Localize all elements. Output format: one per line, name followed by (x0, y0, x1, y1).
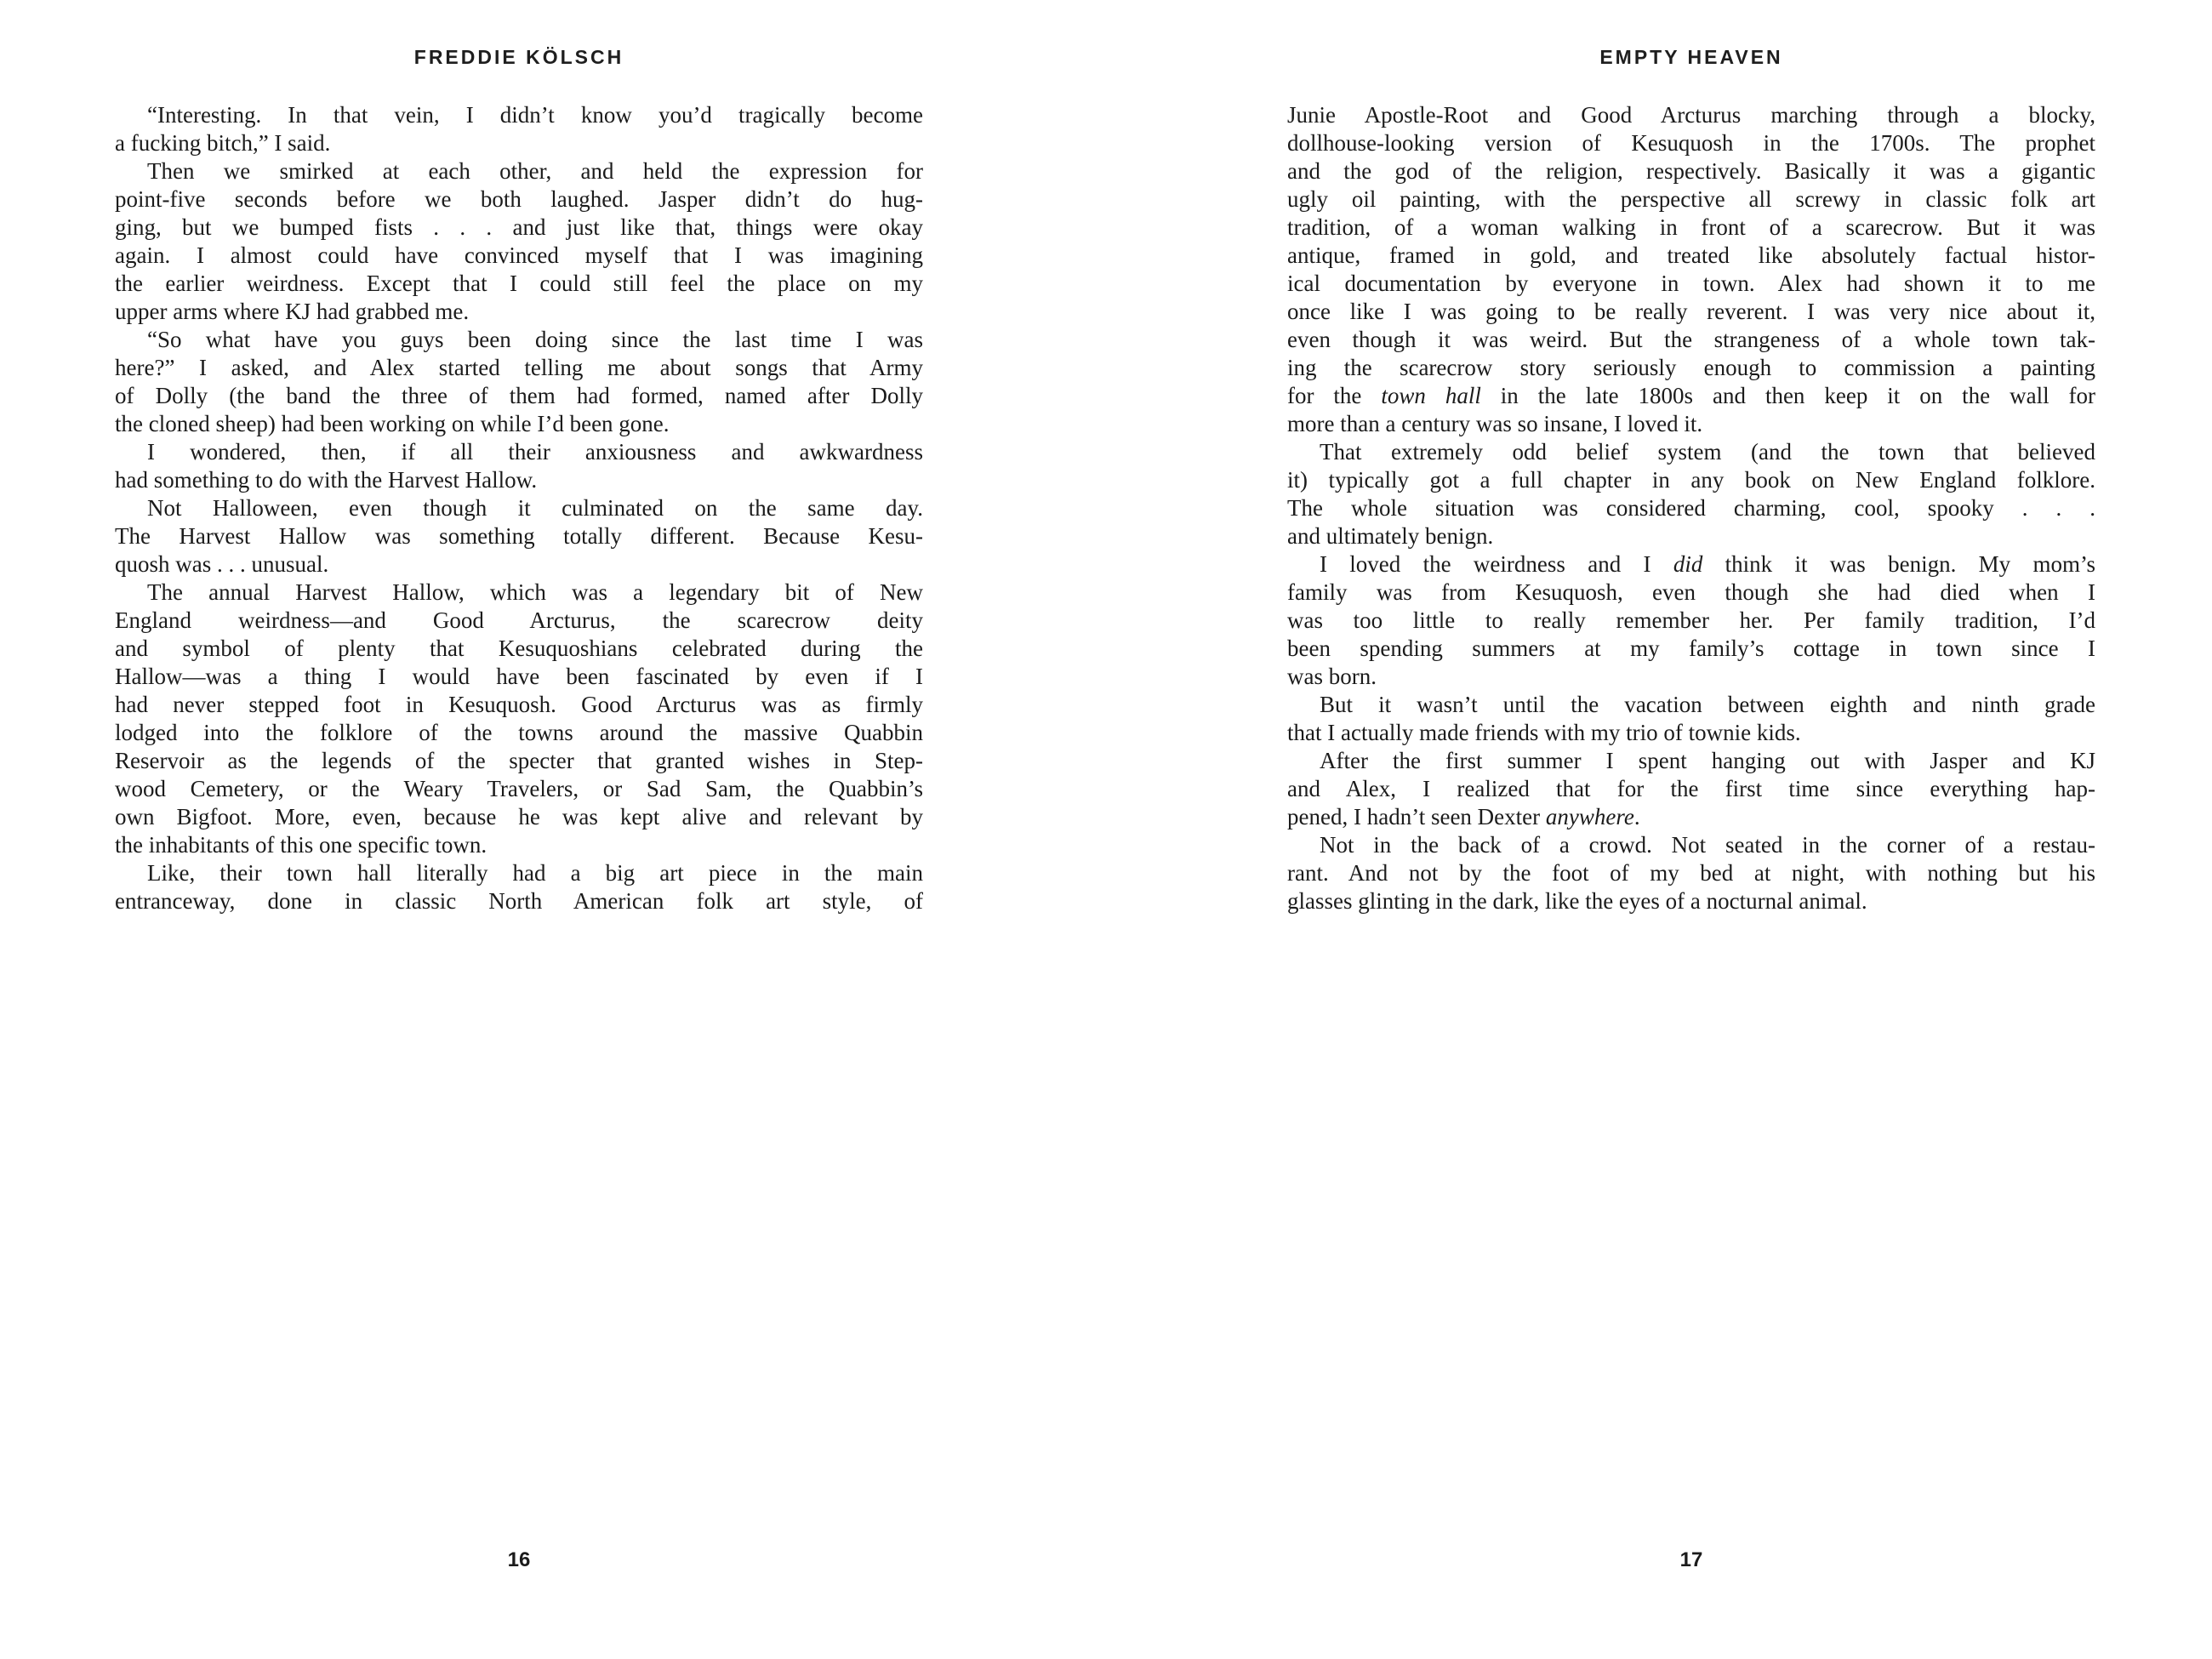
text-line: and ultimately benign. (1287, 523, 1494, 549)
text-line: the cloned sheep) had been working on while I’d been gone. (115, 411, 670, 436)
text-line: I wondered, then, if all their anxiousness and awkwardness (147, 439, 923, 465)
text-line: Like, their town hall literally had a big art piece in the main (147, 860, 923, 886)
text-line: again. I almost could have convinced myself that I was imagining (115, 242, 923, 268)
text-line: Not in the back of a crowd. Not seated in the corner of a restau- (1320, 832, 2095, 858)
text-line: the earlier weirdness. Except that I could still feel the place on my (115, 271, 923, 296)
page-number: 17 (1679, 1548, 1703, 1571)
text-line: the inhabitants of this one specific town. (115, 832, 487, 858)
text-line: Not Halloween, even though it culminated on the same day. (147, 495, 923, 521)
text-line: I loved the weirdness and I did think it was benign. My mom’s (1320, 551, 2096, 577)
text-line: lodged into the folklore of the towns around the massive Quabbin (115, 720, 923, 745)
text-line: entranceway, done in classic North American folk art style, of (115, 888, 923, 914)
text-line: own Bigfoot. More, even, because he was kept alive and relevant by (115, 804, 923, 830)
text-line: and symbol of plenty that Kesuquoshians celebrated during the (115, 636, 923, 661)
text-line: had something to do with the Harvest Hallow. (115, 467, 538, 493)
text-line: ical documentation by everyone in town. Alex had shown it to me (1287, 271, 2095, 296)
text-line: wood Cemetery, or the Weary Travelers, or Sad Sam, the Quabbin’s (115, 776, 923, 801)
running-header: FREDDIE KÖLSCH (413, 46, 624, 68)
text-line: it) typically got a full chapter in any book on New England folklore. (1287, 467, 2095, 493)
text-line: here?” I asked, and Alex started telling me about songs that Army (115, 355, 923, 380)
text-line: and Alex, I realized that for the first time since everything hap- (1287, 776, 2095, 801)
text-line: The Harvest Hallow was something totally different. Because Kesu- (115, 523, 923, 549)
text-line: rant. And not by the foot of my bed at night, with nothing but his (1287, 860, 2095, 886)
text-line: upper arms where KJ had grabbed me. (115, 299, 470, 324)
text-line: antique, framed in gold, and treated like absolutely factual histor- (1287, 242, 2095, 268)
text-line: But it wasn’t until the vacation between eighth and ninth grade (1320, 692, 2095, 717)
text-line: that I actually made friends with my trio of townie kids. (1287, 720, 1801, 745)
book-page-right (1287, 0, 2095, 1659)
text-line: England weirdness—and Good Arcturus, the scarecrow deity (115, 607, 923, 633)
text-line: of Dolly (the band the three of them had formed, named after Dolly (115, 383, 923, 408)
text-line: The annual Harvest Hallow, which was a legendary bit of New (147, 579, 923, 605)
text-line: once like I was going to be really reverent. I was very nice about it, (1287, 299, 2095, 324)
text-line: dollhouse-looking version of Kesuquosh in the 1700s. The prophet (1287, 130, 2095, 156)
text-line: been spending summers at my family’s cottage in town since I (1287, 636, 2095, 661)
text-line: family was from Kesuquosh, even though she had died when I (1287, 579, 2095, 605)
page-body (115, 101, 923, 915)
running-header: EMPTY HEAVEN (1599, 46, 1783, 68)
text-line: even though it was weird. But the strangeness of a whole town tak- (1287, 327, 2095, 352)
text-line: point-five seconds before we both laughed. Jasper didn’t do hug- (115, 186, 923, 212)
text-line: had never stepped foot in Kesuquosh. Good Arcturus was as firmly (115, 692, 923, 717)
text-line: ugly oil painting, with the perspective all screwy in classic folk art (1287, 186, 2095, 212)
text-line: That extremely odd belief system (and the town that believed (1320, 439, 2095, 465)
text-line: ging, but we bumped fists . . . and just like that, things were okay (115, 214, 923, 240)
text-line: and the god of the religion, respectively. Basically it was a gigantic (1287, 158, 2095, 184)
text-line: “Interesting. In that vein, I didn’t know you’d tragically become (147, 102, 923, 128)
text-line: “So what have you guys been doing since the last time I was (147, 327, 923, 352)
text-line: Junie Apostle-Root and Good Arcturus marching through a blocky, (1287, 102, 2095, 128)
text-line: quosh was . . . unusual. (115, 551, 329, 577)
book-page-left (115, 0, 923, 1659)
text-line: Hallow—was a thing I would have been fascinated by even if I (115, 664, 923, 689)
page-number: 16 (507, 1548, 531, 1571)
text-line: more than a century was so insane, I loved it. (1287, 411, 1703, 436)
text-line: Reservoir as the legends of the specter that granted wishes in Step- (115, 748, 923, 773)
text-line: After the first summer I spent hanging out with Jasper and KJ (1320, 748, 2095, 773)
text-line: a fucking bitch,” I said. (115, 130, 331, 156)
text-line: Then we smirked at each other, and held the expression for (147, 158, 923, 184)
text-line: glasses glinting in the dark, like the eyes of a nocturnal animal. (1287, 888, 1867, 914)
page-body (1287, 101, 2095, 915)
text-line: tradition, of a woman walking in front of a scarecrow. But it was (1287, 214, 2095, 240)
text-line: was born. (1287, 664, 1377, 689)
text-line: ing the scarecrow story seriously enough to commission a painting (1287, 355, 2095, 380)
text-line: for the town hall in the late 1800s and then keep it on the wall for (1287, 383, 2096, 408)
text-line: was too little to really remember her. Per family tradition, I’d (1287, 607, 2095, 633)
text-line: The whole situation was considered charming, cool, spooky . . . (1287, 495, 2095, 521)
text-line: pened, I hadn’t seen Dexter anywhere. (1287, 804, 1640, 830)
